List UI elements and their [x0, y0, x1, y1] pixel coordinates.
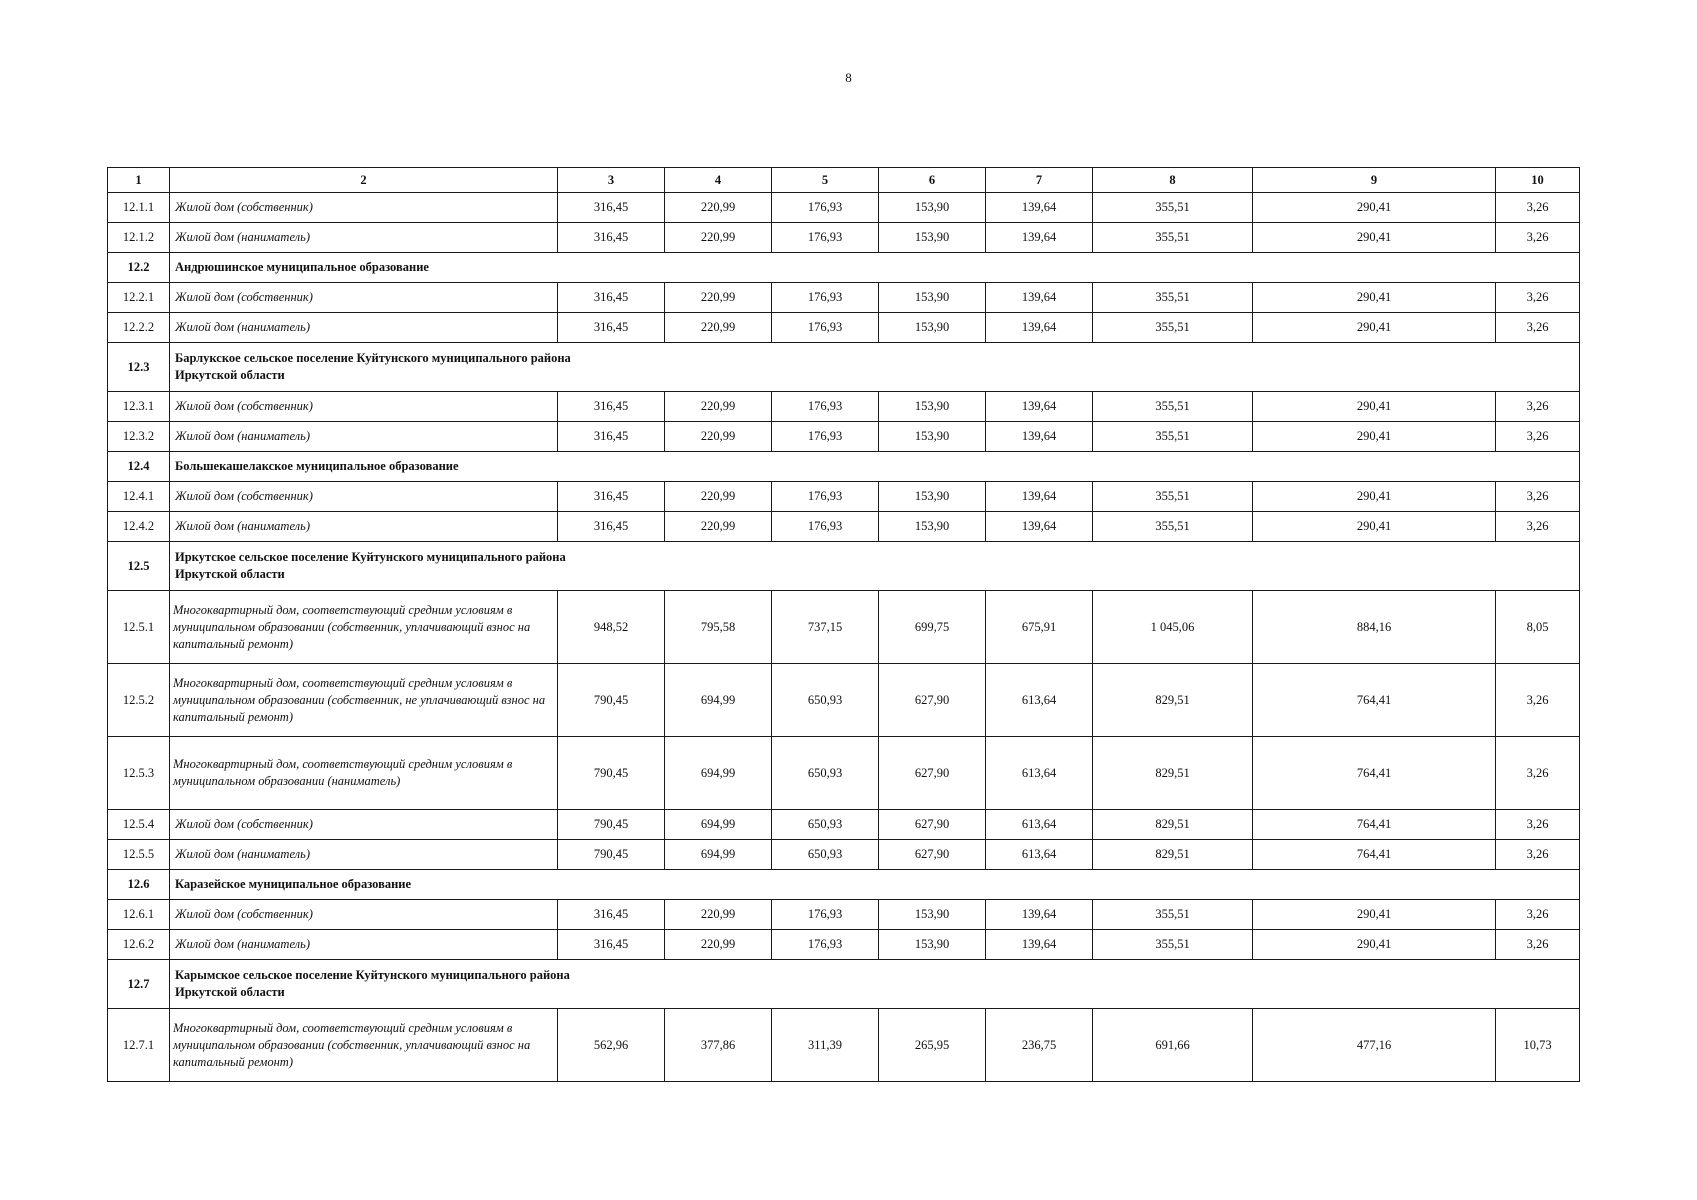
value-cell: 139,64: [986, 283, 1093, 313]
section-row: [108, 870, 1580, 900]
value-cell: 176,93: [772, 930, 879, 960]
page-number: 8: [845, 70, 852, 85]
column-header: 6: [879, 168, 986, 193]
value-cell: 10,73: [1496, 1009, 1580, 1082]
value-cell: 829,51: [1093, 664, 1253, 737]
value-cell: 650,93: [772, 664, 879, 737]
value-cell: 764,41: [1253, 810, 1496, 840]
section-name-text: Андрюшинское муниципальное образование: [175, 260, 429, 274]
value-cell: 265,95: [879, 1009, 986, 1082]
table-row: [108, 900, 1580, 930]
housing-type: Жилой дом (собственник): [170, 810, 558, 840]
value-cell: 790,45: [558, 664, 665, 737]
value-cell: 220,99: [665, 422, 772, 452]
value-cell: 3,26: [1496, 392, 1580, 422]
value-cell: 1 045,06: [1093, 591, 1253, 664]
section-name: [170, 253, 1580, 283]
row-number: 12.5.4: [108, 810, 170, 840]
value-cell: 153,90: [879, 283, 986, 313]
value-cell: 176,93: [772, 512, 879, 542]
value-cell: 316,45: [558, 930, 665, 960]
section-row: [108, 960, 1580, 1009]
housing-type: Жилой дом (наниматель): [170, 313, 558, 343]
value-cell: 948,52: [558, 591, 665, 664]
section-row: [108, 343, 1580, 392]
value-cell: 176,93: [772, 482, 879, 512]
table-row: [108, 482, 1580, 512]
value-cell: 650,93: [772, 840, 879, 870]
value-cell: 153,90: [879, 512, 986, 542]
section-name: [170, 870, 1580, 900]
section-name-text: Барлукское сельское поселение Куйтунского муниципального района Иркутской области: [175, 351, 571, 382]
value-cell: 153,90: [879, 313, 986, 343]
table-row: [108, 313, 1580, 343]
section-row: [108, 542, 1580, 591]
value-cell: 764,41: [1253, 840, 1496, 870]
housing-type: Жилой дом (наниматель): [170, 840, 558, 870]
housing-type: Многоквартирный дом, соответствующий средним условиям в муниципальном образовании (собственник, уплачивающий взнос на капитальный ремонт): [170, 591, 558, 664]
value-cell: 220,99: [665, 313, 772, 343]
value-cell: 795,58: [665, 591, 772, 664]
value-cell: 290,41: [1253, 422, 1496, 452]
value-cell: 3,26: [1496, 810, 1580, 840]
row-number: 12.4.2: [108, 512, 170, 542]
value-cell: 3,26: [1496, 482, 1580, 512]
value-cell: 290,41: [1253, 930, 1496, 960]
housing-type: Жилой дом (собственник): [170, 900, 558, 930]
value-cell: 3,26: [1496, 283, 1580, 313]
row-number: 12.5.2: [108, 664, 170, 737]
value-cell: 3,26: [1496, 193, 1580, 223]
value-cell: 220,99: [665, 930, 772, 960]
value-cell: 176,93: [772, 392, 879, 422]
value-cell: 316,45: [558, 422, 665, 452]
table-row: [108, 930, 1580, 960]
value-cell: 290,41: [1253, 392, 1496, 422]
row-number: 12.1.1: [108, 193, 170, 223]
value-cell: 176,93: [772, 223, 879, 253]
section-number: 12.2: [108, 253, 170, 283]
table-row: [108, 512, 1580, 542]
row-number: 12.5.1: [108, 591, 170, 664]
value-cell: 355,51: [1093, 313, 1253, 343]
table-row: [108, 737, 1580, 810]
table-row: [108, 840, 1580, 870]
value-cell: 790,45: [558, 737, 665, 810]
section-number: 12.3: [108, 343, 170, 392]
value-cell: 139,64: [986, 422, 1093, 452]
table-row: [108, 193, 1580, 223]
value-cell: 290,41: [1253, 512, 1496, 542]
value-cell: 139,64: [986, 930, 1093, 960]
value-cell: 613,64: [986, 840, 1093, 870]
value-cell: 477,16: [1253, 1009, 1496, 1082]
section-number: 12.7: [108, 960, 170, 1009]
value-cell: 316,45: [558, 283, 665, 313]
value-cell: 153,90: [879, 930, 986, 960]
value-cell: 737,15: [772, 591, 879, 664]
row-number: 12.5.5: [108, 840, 170, 870]
value-cell: 316,45: [558, 512, 665, 542]
value-cell: 829,51: [1093, 737, 1253, 810]
value-cell: 153,90: [879, 900, 986, 930]
value-cell: 694,99: [665, 737, 772, 810]
value-cell: 613,64: [986, 810, 1093, 840]
housing-type: Жилой дом (собственник): [170, 392, 558, 422]
value-cell: 355,51: [1093, 930, 1253, 960]
value-cell: 699,75: [879, 591, 986, 664]
value-cell: 290,41: [1253, 193, 1496, 223]
value-cell: 220,99: [665, 283, 772, 313]
value-cell: 650,93: [772, 737, 879, 810]
table-row: [108, 422, 1580, 452]
value-cell: 153,90: [879, 482, 986, 512]
value-cell: 3,26: [1496, 223, 1580, 253]
value-cell: 627,90: [879, 664, 986, 737]
section-name-text: Иркутское сельское поселение Куйтунского муниципального района Иркутской области: [175, 550, 566, 581]
column-header: 10: [1496, 168, 1580, 193]
value-cell: 316,45: [558, 313, 665, 343]
value-cell: 355,51: [1093, 283, 1253, 313]
housing-type: Многоквартирный дом, соответствующий средним условиям в муниципальном образовании (собственник, уплачивающий взнос на капитальный ремонт): [170, 1009, 558, 1082]
value-cell: 316,45: [558, 193, 665, 223]
table-row: [108, 591, 1580, 664]
value-cell: 290,41: [1253, 482, 1496, 512]
value-cell: 220,99: [665, 512, 772, 542]
value-cell: 3,26: [1496, 512, 1580, 542]
value-cell: 694,99: [665, 840, 772, 870]
housing-type: Жилой дом (собственник): [170, 193, 558, 223]
value-cell: 153,90: [879, 392, 986, 422]
value-cell: 290,41: [1253, 900, 1496, 930]
value-cell: 3,26: [1496, 930, 1580, 960]
table-row: [108, 810, 1580, 840]
value-cell: 139,64: [986, 900, 1093, 930]
value-cell: 176,93: [772, 422, 879, 452]
table-row: [108, 664, 1580, 737]
section-number: 12.6: [108, 870, 170, 900]
column-header: 1: [108, 168, 170, 193]
section-name: [170, 960, 1580, 1009]
value-cell: 153,90: [879, 422, 986, 452]
value-cell: 236,75: [986, 1009, 1093, 1082]
section-row: [108, 253, 1580, 283]
section-number: 12.4: [108, 452, 170, 482]
value-cell: 675,91: [986, 591, 1093, 664]
value-cell: 316,45: [558, 900, 665, 930]
column-header: 4: [665, 168, 772, 193]
section-name: [170, 452, 1580, 482]
value-cell: 8,05: [1496, 591, 1580, 664]
housing-type: Многоквартирный дом, соответствующий средним условиям в муниципальном образовании (собственник, не уплачивающий взнос на капитальный ремонт): [170, 664, 558, 737]
value-cell: 627,90: [879, 810, 986, 840]
housing-type: Жилой дом (наниматель): [170, 512, 558, 542]
column-header: 5: [772, 168, 879, 193]
value-cell: 220,99: [665, 223, 772, 253]
value-cell: 691,66: [1093, 1009, 1253, 1082]
value-cell: 176,93: [772, 313, 879, 343]
section-name-text: Каразейское муниципальное образование: [175, 877, 412, 891]
value-cell: 220,99: [665, 900, 772, 930]
value-cell: 176,93: [772, 193, 879, 223]
tariff-table: [107, 167, 1580, 1082]
value-cell: 3,26: [1496, 422, 1580, 452]
value-cell: 139,64: [986, 193, 1093, 223]
section-row: [108, 452, 1580, 482]
row-number: 12.2.2: [108, 313, 170, 343]
section-name-text: Большекашелакское муниципальное образование: [175, 459, 459, 473]
value-cell: 355,51: [1093, 223, 1253, 253]
row-number: 12.6.1: [108, 900, 170, 930]
value-cell: 355,51: [1093, 900, 1253, 930]
value-cell: 764,41: [1253, 664, 1496, 737]
column-header: 2: [170, 168, 558, 193]
value-cell: 355,51: [1093, 482, 1253, 512]
value-cell: 153,90: [879, 223, 986, 253]
table-row: [108, 1009, 1580, 1082]
row-number: 12.5.3: [108, 737, 170, 810]
table-row: [108, 223, 1580, 253]
table-row: [108, 392, 1580, 422]
value-cell: 764,41: [1253, 737, 1496, 810]
value-cell: 3,26: [1496, 664, 1580, 737]
value-cell: 562,96: [558, 1009, 665, 1082]
housing-type: Многоквартирный дом, соответствующий средним условиям в муниципальном образовании (наниматель): [170, 737, 558, 810]
value-cell: 613,64: [986, 737, 1093, 810]
value-cell: 139,64: [986, 223, 1093, 253]
housing-type: Жилой дом (наниматель): [170, 223, 558, 253]
column-header: 9: [1253, 168, 1496, 193]
value-cell: 176,93: [772, 900, 879, 930]
value-cell: 139,64: [986, 313, 1093, 343]
section-number: 12.5: [108, 542, 170, 591]
row-number: 12.4.1: [108, 482, 170, 512]
value-cell: 290,41: [1253, 283, 1496, 313]
value-cell: 613,64: [986, 664, 1093, 737]
value-cell: 3,26: [1496, 900, 1580, 930]
value-cell: 627,90: [879, 737, 986, 810]
value-cell: 290,41: [1253, 223, 1496, 253]
value-cell: 829,51: [1093, 810, 1253, 840]
row-number: 12.3.1: [108, 392, 170, 422]
value-cell: 316,45: [558, 482, 665, 512]
value-cell: 790,45: [558, 810, 665, 840]
value-cell: 3,26: [1496, 737, 1580, 810]
column-header: 3: [558, 168, 665, 193]
value-cell: 627,90: [879, 840, 986, 870]
value-cell: 694,99: [665, 664, 772, 737]
row-number: 12.2.1: [108, 283, 170, 313]
value-cell: 176,93: [772, 283, 879, 313]
value-cell: 355,51: [1093, 193, 1253, 223]
row-number: 12.6.2: [108, 930, 170, 960]
value-cell: 220,99: [665, 193, 772, 223]
value-cell: 220,99: [665, 392, 772, 422]
value-cell: 3,26: [1496, 840, 1580, 870]
value-cell: 377,86: [665, 1009, 772, 1082]
value-cell: 139,64: [986, 512, 1093, 542]
column-header: 7: [986, 168, 1093, 193]
housing-type: Жилой дом (собственник): [170, 482, 558, 512]
value-cell: 139,64: [986, 482, 1093, 512]
value-cell: 650,93: [772, 810, 879, 840]
value-cell: 220,99: [665, 482, 772, 512]
value-cell: 3,26: [1496, 313, 1580, 343]
value-cell: 139,64: [986, 392, 1093, 422]
housing-type: Жилой дом (наниматель): [170, 422, 558, 452]
value-cell: 829,51: [1093, 840, 1253, 870]
column-header: 8: [1093, 168, 1253, 193]
table-row: [108, 283, 1580, 313]
value-cell: 316,45: [558, 223, 665, 253]
housing-type: Жилой дом (наниматель): [170, 930, 558, 960]
value-cell: 290,41: [1253, 313, 1496, 343]
value-cell: 790,45: [558, 840, 665, 870]
housing-type: Жилой дом (собственник): [170, 283, 558, 313]
row-number: 12.1.2: [108, 223, 170, 253]
value-cell: 884,16: [1253, 591, 1496, 664]
row-number: 12.7.1: [108, 1009, 170, 1082]
value-cell: 694,99: [665, 810, 772, 840]
section-name-text: Карымское сельское поселение Куйтунского муниципального района Иркутской области: [175, 968, 570, 999]
section-name: [170, 542, 1580, 591]
value-cell: 316,45: [558, 392, 665, 422]
value-cell: 355,51: [1093, 392, 1253, 422]
value-cell: 355,51: [1093, 422, 1253, 452]
value-cell: 355,51: [1093, 512, 1253, 542]
row-number: 12.3.2: [108, 422, 170, 452]
section-name: [170, 343, 1580, 392]
value-cell: 153,90: [879, 193, 986, 223]
header-row: [108, 168, 1580, 193]
value-cell: 311,39: [772, 1009, 879, 1082]
